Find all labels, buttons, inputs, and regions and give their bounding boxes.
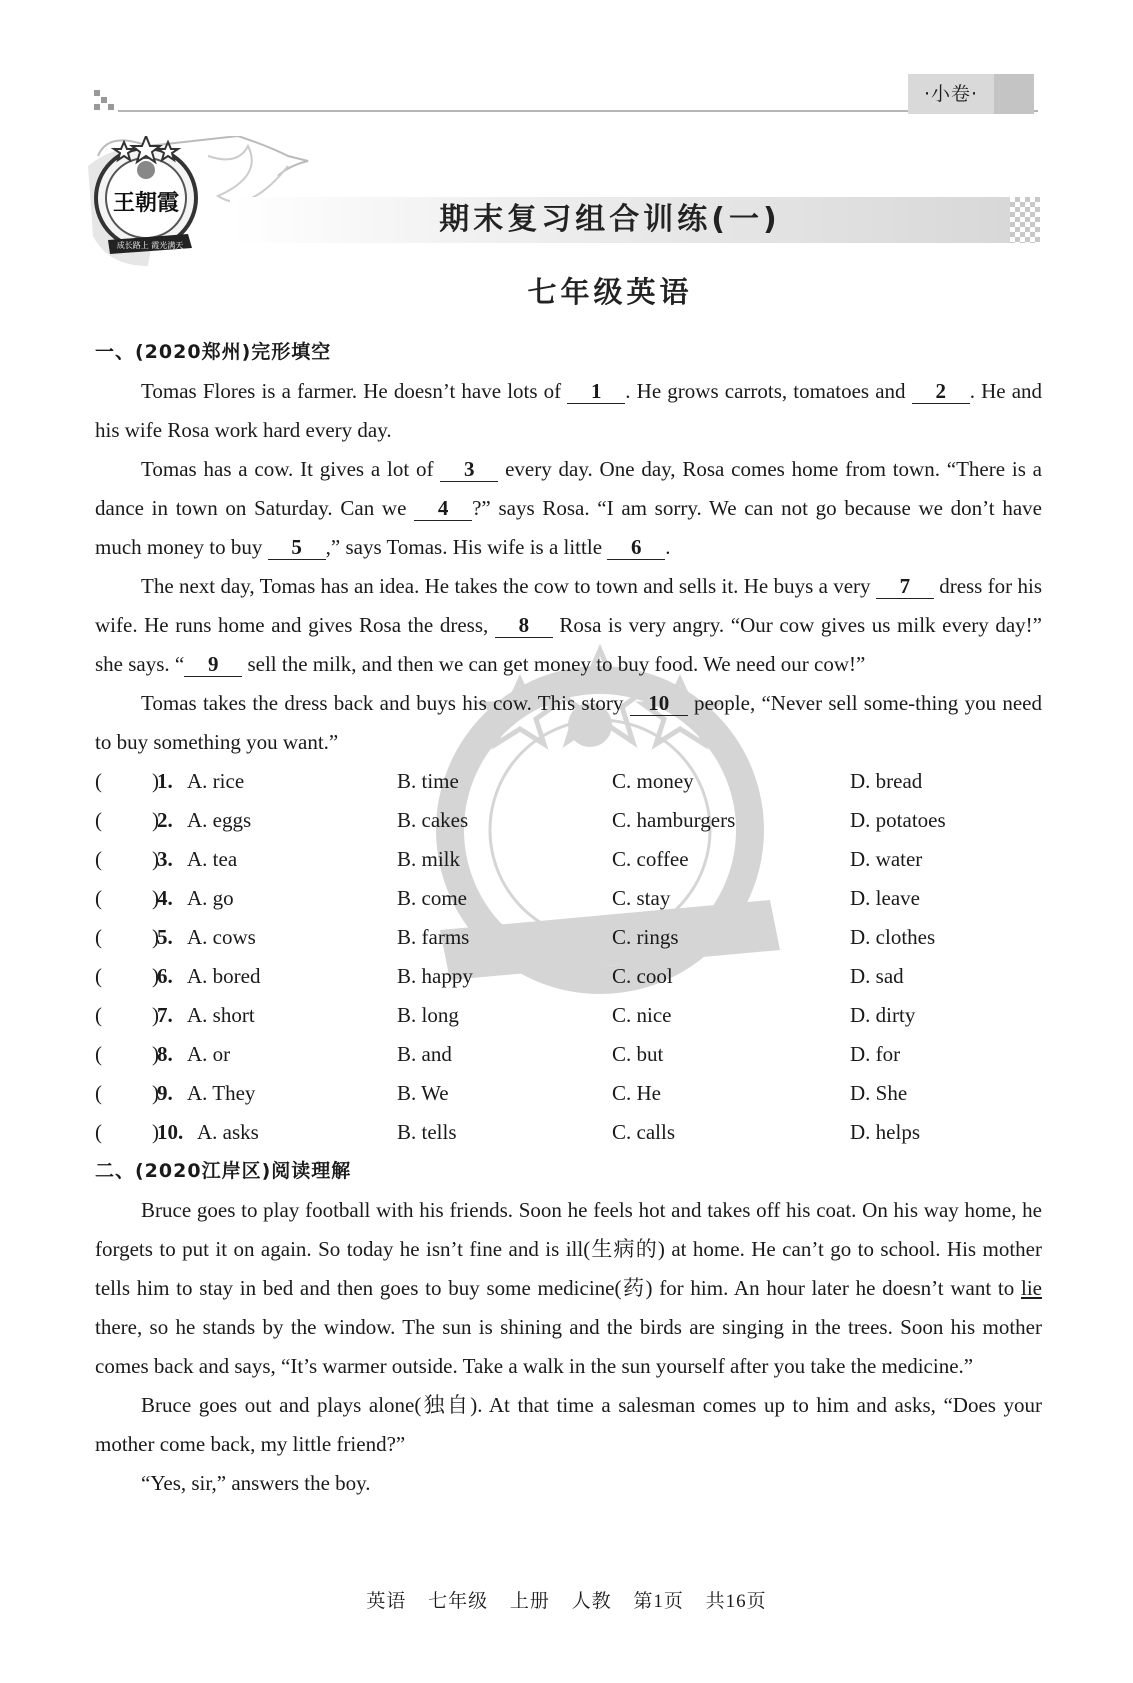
answer-paren-close: ) xyxy=(152,1120,159,1144)
question-row xyxy=(95,762,1042,801)
question-row xyxy=(95,1035,1042,1074)
question-number: 5. xyxy=(157,925,173,949)
blank-8[interactable]: 8 xyxy=(495,613,553,638)
question-number: 3. xyxy=(157,847,173,871)
question-number: 1. xyxy=(157,769,173,793)
section-tag-end xyxy=(994,74,1034,114)
option-a[interactable]: A. They xyxy=(187,1081,256,1105)
option-d[interactable]: D. clothes xyxy=(850,925,936,949)
option-d[interactable]: D. water xyxy=(850,847,923,871)
header-decoration xyxy=(94,90,116,110)
section-tag: ·小卷· xyxy=(908,74,994,114)
blank-3[interactable]: 3 xyxy=(440,457,498,482)
page-subtitle: 七年级英语 xyxy=(527,275,693,309)
answer-paren-open[interactable]: ( xyxy=(95,847,102,871)
question-number: 2. xyxy=(157,808,173,832)
question-number: 7. xyxy=(157,1003,173,1027)
option-a[interactable]: A. rice xyxy=(187,769,245,793)
reading-paragraph: “Yes, sir,” answers the boy. xyxy=(141,1471,371,1495)
cloze-paragraph: The next day, Tomas has an idea. He takes the cow to town and sells it. He buys a very 7 dress for his wife. He runs home and gives Rosa the dress, 8 Rosa is very angry. “Our cow gives us milk every day!” she says. “ 9 sell the milk, and then we can get money to buy food. We need our cow!” xyxy=(95,574,1043,676)
title-band-pattern xyxy=(1010,197,1040,243)
option-b[interactable]: B. We xyxy=(397,1081,449,1105)
question-row xyxy=(95,957,1042,996)
answer-paren-open[interactable]: ( xyxy=(95,886,102,910)
answer-paren-open[interactable]: ( xyxy=(95,769,102,793)
option-c[interactable]: C. cool xyxy=(612,964,673,988)
question-row xyxy=(95,1074,1042,1113)
answer-paren-close: ) xyxy=(152,925,159,949)
answer-paren-open[interactable]: ( xyxy=(95,1120,102,1144)
page-title: 期末复习组合训练(一) xyxy=(439,202,781,237)
question-number: 8. xyxy=(157,1042,173,1066)
option-c[interactable]: C. money xyxy=(612,769,694,793)
question-number: 10. xyxy=(157,1120,184,1144)
answer-paren-open[interactable]: ( xyxy=(95,964,102,988)
footer-page: 第1页 xyxy=(633,1591,684,1612)
option-a[interactable]: A. eggs xyxy=(187,808,252,832)
document-body xyxy=(95,333,1042,1503)
option-a[interactable]: A. go xyxy=(187,886,234,910)
option-a[interactable]: A. bored xyxy=(187,964,261,988)
answer-paren-close: ) xyxy=(152,1003,159,1027)
section2-heading: 二、(2020江岸区)阅读理解 xyxy=(95,1160,352,1182)
cloze-paragraph: Tomas takes the dress back and buys his cow. This story 10 people, “Never sell some-thing you need to buy something you want.” xyxy=(95,691,1042,754)
blank-2[interactable]: 2 xyxy=(912,379,970,404)
option-b[interactable]: B. time xyxy=(397,769,459,793)
option-b[interactable]: B. farms xyxy=(397,925,470,949)
option-d[interactable]: D. She xyxy=(850,1081,908,1105)
answer-paren-open[interactable]: ( xyxy=(95,1003,102,1027)
blank-10[interactable]: 10 xyxy=(630,691,688,716)
footer-subject: 英语 xyxy=(366,1591,407,1612)
logo-brand: 王朝霞 xyxy=(112,190,180,216)
option-c[interactable]: C. hamburgers xyxy=(612,808,736,832)
option-c[interactable]: C. He xyxy=(612,1081,661,1105)
option-d[interactable]: D. dirty xyxy=(850,1003,916,1027)
footer-grade: 七年级 xyxy=(428,1591,489,1612)
reading-paragraph: Bruce goes to play football with his friends. Soon he feels hot and takes off his coat. On his way home, he forgets to put it on again. So today he isn’t fine and is ill(生病的) at home. He can’t go to school. His mother tells him to stay in bed and then goes to buy some medicine(药) for him. An hour later he doesn’t want to lie there, so he stands by the window. The sun is shining and the birds are singing in the trees. Soon his mother comes back and says, “It’s warmer outside. Take a walk in the sun yourself after you take the medicine.” xyxy=(95,1198,1042,1378)
option-d[interactable]: D. potatoes xyxy=(850,808,946,832)
option-d[interactable]: D. helps xyxy=(850,1120,920,1144)
answer-paren-close: ) xyxy=(152,1081,159,1105)
option-a[interactable]: A. short xyxy=(187,1003,255,1027)
option-d[interactable]: D. bread xyxy=(850,769,923,793)
option-a[interactable]: A. asks xyxy=(197,1120,259,1144)
option-c[interactable]: C. stay xyxy=(612,886,671,910)
cloze-paragraph: Tomas Flores is a farmer. He doesn’t have lots of 1 . He grows carrots, tomatoes and 2 . He and his wife Rosa work hard every day. xyxy=(95,379,1043,442)
blank-1[interactable]: 1 xyxy=(567,379,625,404)
option-d[interactable]: D. for xyxy=(850,1042,901,1066)
answer-paren-close: ) xyxy=(152,886,159,910)
blank-5[interactable]: 5 xyxy=(268,535,326,560)
answer-paren-close: ) xyxy=(152,769,159,793)
cloze-passage xyxy=(95,372,1042,762)
reading-paragraph: Bruce goes out and plays alone(独自). At that time a salesman comes up to him and asks, “Does your mother come back, my little friend?” xyxy=(95,1393,1042,1456)
reading-passage xyxy=(95,1191,1042,1503)
logo-banner: 成长路上 霞光满天 xyxy=(116,241,184,250)
option-b[interactable]: B. come xyxy=(397,886,467,910)
option-d[interactable]: D. sad xyxy=(850,964,904,988)
option-b[interactable]: B. tells xyxy=(397,1120,457,1144)
option-a[interactable]: A. or xyxy=(187,1042,231,1066)
answer-paren-close: ) xyxy=(152,1042,159,1066)
option-c[interactable]: C. but xyxy=(612,1042,664,1066)
answer-paren-open[interactable]: ( xyxy=(95,808,102,832)
option-c[interactable]: C. nice xyxy=(612,1003,672,1027)
cloze-paragraph: Tomas has a cow. It gives a lot of 3 every day. One day, Rosa comes home from town. “There is a dance in town on Saturday. Can we 4 ?” says Rosa. “I am sorry. We can not go because we don’t have much money to buy 5 ,” says Tomas. His wife is a little 6 . xyxy=(95,457,1042,559)
option-b[interactable]: B. cakes xyxy=(397,808,469,832)
question-row xyxy=(95,801,1042,840)
option-b[interactable]: B. long xyxy=(397,1003,459,1027)
answer-paren-open[interactable]: ( xyxy=(95,925,102,949)
option-b[interactable]: B. milk xyxy=(397,847,461,871)
header-rule xyxy=(118,110,1038,112)
option-c[interactable]: C. coffee xyxy=(612,847,689,871)
option-a[interactable]: A. tea xyxy=(187,847,238,871)
question-number: 6. xyxy=(157,964,173,988)
question-row xyxy=(95,879,1042,918)
option-b[interactable]: B. happy xyxy=(397,964,473,988)
footer-total: 共16页 xyxy=(705,1591,767,1612)
option-b[interactable]: B. and xyxy=(397,1042,452,1066)
section1-heading: 一、(2020郑州)完形填空 xyxy=(95,341,332,363)
blank-6[interactable]: 6 xyxy=(607,535,665,560)
question-row xyxy=(95,1113,1042,1152)
answer-paren-open[interactable]: ( xyxy=(95,1042,102,1066)
blank-9[interactable]: 9 xyxy=(184,652,242,677)
blank-7[interactable]: 7 xyxy=(876,574,934,599)
blank-4[interactable]: 4 xyxy=(414,496,472,521)
option-d[interactable]: D. leave xyxy=(850,886,920,910)
question-row xyxy=(95,996,1042,1035)
page-footer xyxy=(0,1586,1133,1613)
answer-paren-close: ) xyxy=(152,964,159,988)
question-number: 4. xyxy=(157,886,173,910)
option-a[interactable]: A. cows xyxy=(187,925,256,949)
cloze-options xyxy=(95,762,1042,1152)
answer-paren-open[interactable]: ( xyxy=(95,1081,102,1105)
question-row xyxy=(95,840,1042,879)
option-c[interactable]: C. rings xyxy=(612,925,679,949)
question-number: 9. xyxy=(157,1081,173,1105)
answer-paren-close: ) xyxy=(152,847,159,871)
question-row xyxy=(95,918,1042,957)
answer-paren-close: ) xyxy=(152,808,159,832)
footer-volume: 上册 xyxy=(509,1591,550,1612)
footer-edition: 人教 xyxy=(571,1591,612,1612)
option-c[interactable]: C. calls xyxy=(612,1120,675,1144)
underlined-word: lie xyxy=(1021,1276,1042,1300)
